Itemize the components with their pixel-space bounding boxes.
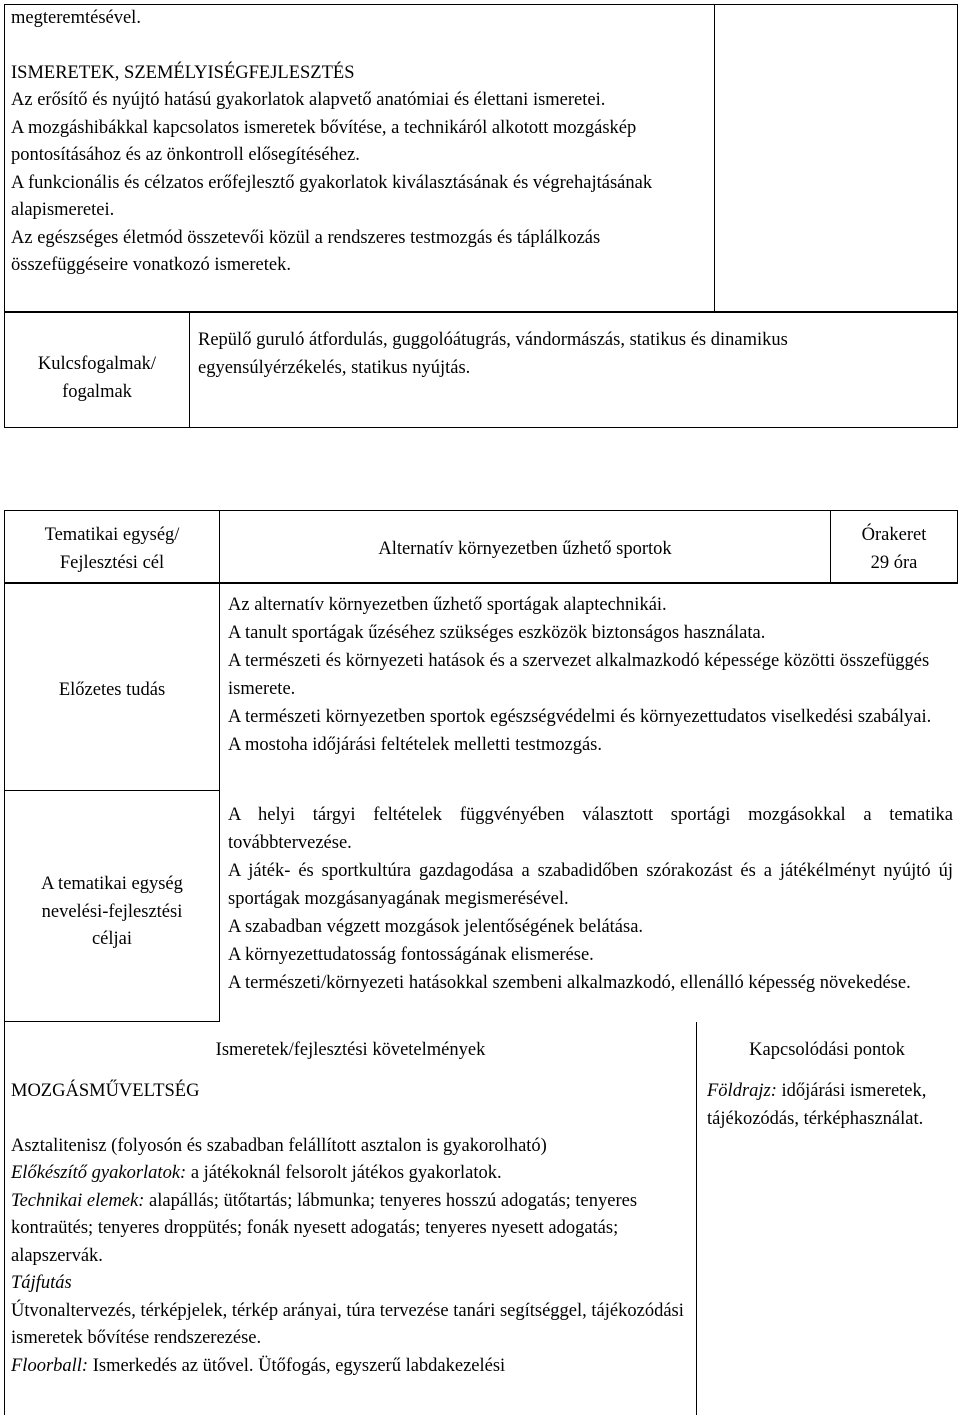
knowledge-line: A mozgáshibákkal kapcsolatos ismeretek bővítése, a technikáról alkotott mozgáskép pontosításához és az önkontroll elősegítéséhez. <box>11 117 637 165</box>
key-concepts-text: Repülő guruló átfordulás, guggolóátugrás, vándormászás, statikus és dinamikus egyensúlyérzékelés, statikus nyújtás. <box>198 330 788 378</box>
border <box>4 427 958 428</box>
hours-label: Órakeret <box>861 525 927 545</box>
prior-knowledge-label: Előzetes tudás <box>58 680 166 700</box>
unit-title: Alternatív környezetben űzhető sportok <box>378 539 672 559</box>
prior-knowledge-line: A mostoha időjárási feltételek melletti testmozgás. <box>228 735 603 755</box>
goals-label-line: céljai <box>91 929 133 949</box>
tech-label: Technikai elemek: <box>11 1190 145 1211</box>
border <box>696 1022 697 1415</box>
goal-line: A helyi tárgyi feltételek függvényében választott sportági mozgásokkal a tematika továbbtervezése. <box>228 805 953 853</box>
prep-exercises <box>11 1160 694 1188</box>
unit-header-label-line: Fejlesztési cél <box>59 552 165 573</box>
spacer <box>11 1106 694 1133</box>
unit-header-label-line: Tematikai egység/ <box>44 525 180 545</box>
floorball-text: Ismerkedés az ütővel. Ütőfogás, egyszerű labdakezelési <box>88 1355 506 1376</box>
tech-text: alapállás; ütőtartás; lábmunka; tenyeres hosszú adogatás; tenyeres kontraütés; tenyeres droppütés; fonák nyesett adogatás; tenyeres nyesett adogatás; alapszervák. <box>11 1190 638 1266</box>
floorball-label: Floorball: <box>11 1355 89 1376</box>
goal-line: A természeti/környezeti hatásokkal szembeni alkalmazkodó, ellenálló képesség növekedése. <box>228 973 911 993</box>
border <box>4 510 958 511</box>
border <box>4 1022 5 1415</box>
unit-header-label <box>5 522 219 577</box>
goal-line: A környezettudatosság fontosságának elismerése. <box>228 945 594 965</box>
border <box>189 312 190 428</box>
prior-knowledge-content <box>228 591 953 759</box>
connections-content <box>707 1078 952 1133</box>
knowledge-line: A funkcionális és célzatos erőfejlesztő gyakorlatok kiválasztásának és végrehajtásának alapismeretei. <box>11 172 653 220</box>
orienteering-text: Útvonaltervezés, térképjelek, térkép arányai, túra tervezése tanári segítséggel, tájékozódási ismeretek bővítése rendszerezése. <box>11 1300 684 1348</box>
floorball <box>11 1353 694 1381</box>
connection-subject: Földrajz: <box>707 1081 777 1101</box>
knowledge-line: Az egészséges életmód összetevői közül a rendszeres testmozgás és táplálkozás összefüggéseire vonatkozó ismeretek. <box>11 227 601 275</box>
connection-text: időjárási ismeretek, tájékozódás, térképhasználat. <box>707 1081 927 1129</box>
section-heading: ISMERETEK, SZEMÉLYISÉGFEJLESZTÉS <box>11 62 355 83</box>
requirements-header: Ismeretek/fejlesztési követelmények <box>215 1040 486 1060</box>
goals-content <box>228 801 953 997</box>
spacer <box>11 33 711 60</box>
knowledge-line: Az erősítő és nyújtó hatású gyakorlatok alapvető anatómiai és élettani ismeretei. <box>11 90 606 110</box>
prep-text: a játékoknál felsorolt játékos gyakorlatok. <box>186 1163 502 1183</box>
requirements-section-title: MOZGÁSMŰVELTSÉG <box>11 1081 200 1101</box>
prep-label: Előkészítő gyakorlatok: <box>11 1163 187 1183</box>
connections-header: Kapcsolódási pontok <box>749 1040 905 1060</box>
hours-value: 29 óra <box>870 552 918 573</box>
border <box>957 4 958 428</box>
key-concepts-label-line: Kulcsfogalmak/ <box>37 354 157 374</box>
key-concepts-label-line: fogalmak <box>62 381 132 402</box>
prior-knowledge-line: A tanult sportágak űzéséhez szükséges eszközök biztonságos használata. <box>228 623 766 643</box>
prior-knowledge-line: Az alternatív környezetben űzhető sportágak alaptechnikái. <box>228 595 667 615</box>
border <box>4 582 958 584</box>
border <box>957 510 958 583</box>
border <box>4 311 958 313</box>
prior-knowledge-line: A természeti környezetben sportok egészségvédelmi és környezettudatos viselkedési szabályai. <box>228 707 932 727</box>
border <box>4 1021 220 1022</box>
prior-knowledge-line: A természeti és környezeti hatások és a szervezet alkalmazkodó képessége közötti összefüggés ismerete. <box>228 651 930 699</box>
top-section-content <box>11 5 711 280</box>
goal-line: A játék- és sportkultúra gazdagodása a szabadidőben szórakozást és a játékélményt nyújtó új sportágak mozgásanyagának megismerésével. <box>228 861 953 909</box>
goals-label-line: A tematikai egység <box>41 874 183 894</box>
requirements-content <box>11 1078 694 1380</box>
border <box>4 790 220 791</box>
border <box>714 4 715 312</box>
hours-cell <box>831 522 957 577</box>
key-concepts-label <box>5 351 189 406</box>
border <box>219 510 220 1022</box>
continuation-text: megteremtésével. <box>11 8 141 28</box>
technical-elements <box>11 1188 694 1271</box>
goals-label <box>5 871 219 954</box>
goals-label-line: nevelési-fejlesztési <box>41 901 183 922</box>
table-tennis-title: Asztalitenisz (folyosón és szabadban felállított asztalon is gyakorolható) <box>11 1135 547 1156</box>
goal-line: A szabadban végzett mozgások jelentőségének belátása. <box>228 917 644 937</box>
orienteering-label: Tájfutás <box>11 1273 72 1293</box>
